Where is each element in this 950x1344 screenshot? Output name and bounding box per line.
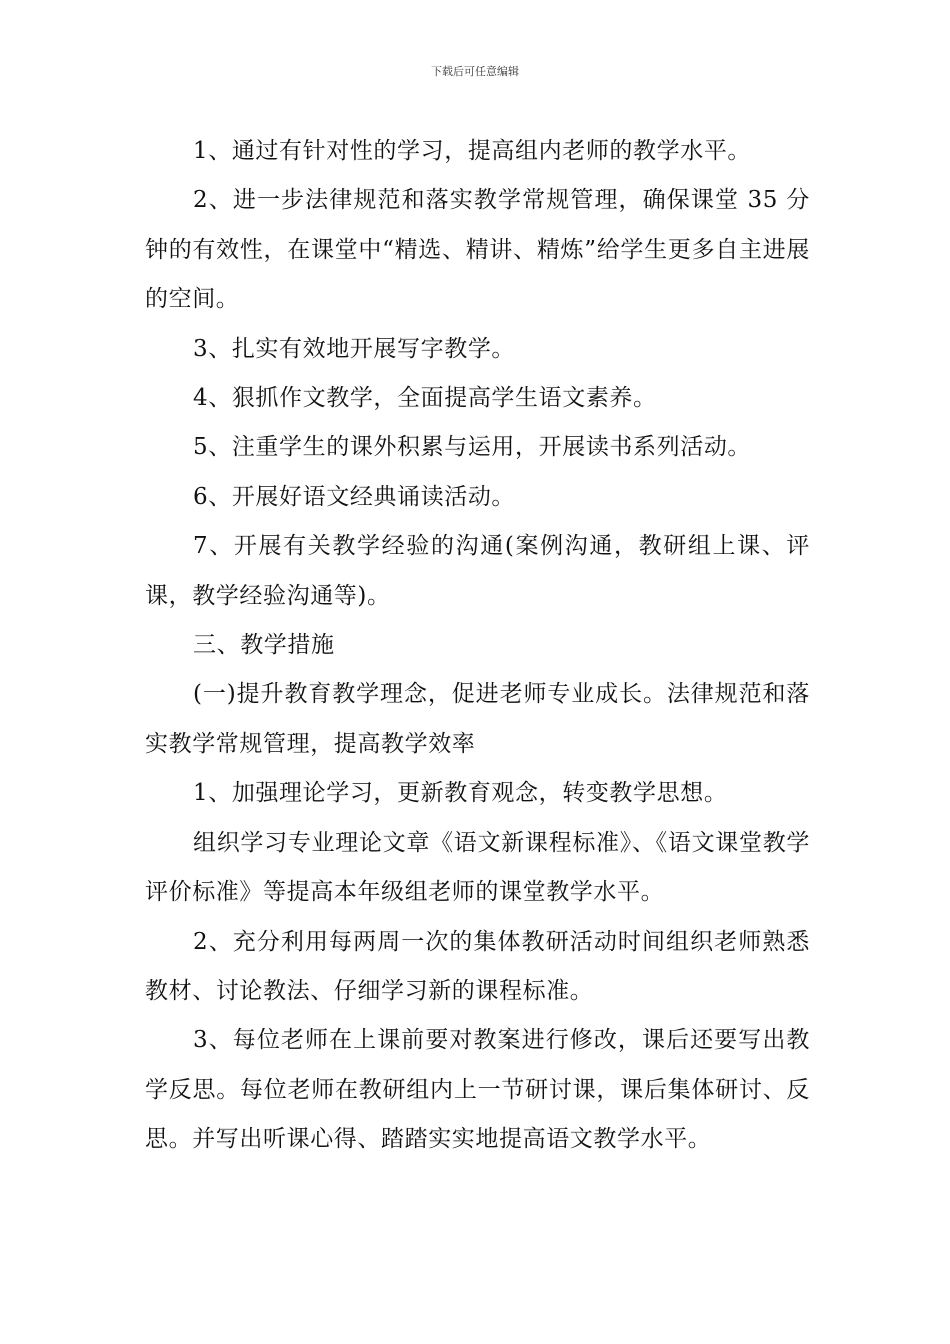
document-body — [145, 127, 810, 1165]
paragraph-goal-3: 3、扎实有效地开展写字教学。 — [193, 335, 516, 362]
paragraph-measure-3: 3、每位老师在上课前要对教案进行修改，课后还要写出教学反思。每位老师在教研组内上一节研讨课，课后集体研讨、反思。并写出听课心得、踏踏实实地提高语文教学水平。 — [145, 1027, 810, 1153]
paragraph-measure-1: 1、加强理论学习，更新教育观念，转变教学思想。 — [193, 780, 728, 807]
paragraph-goal-2: 2、进一步法律规范和落实教学常规管理，确保课堂 35 分钟的有效性，在课堂中“精选、精讲、精炼”给学生更多自主进展的空间。 — [145, 187, 810, 313]
paragraph-measure-1-detail: 组织学习专业理论文章《语文新课程标准》、《语文课堂教学评价标准》等提高本年级组老师的课堂教学水平。 — [145, 829, 810, 906]
paragraph-measure-2: 2、充分利用每两周一次的集体教研活动时间组织老师熟悉教材、讨论教法、仔细学习新的课程标准。 — [145, 928, 810, 1004]
paragraph-goal-4: 4、狠抓作文教学，全面提高学生语文素养。 — [193, 385, 657, 412]
paragraph-goal-5: 5、注重学生的课外积累与运用，开展读书系列活动。 — [193, 434, 752, 461]
paragraph-goal-7: 7、开展有关教学经验的沟通(案例沟通，教研组上课、评课，教学经验沟通等)。 — [145, 533, 810, 609]
subsection-heading-1: (一)提升教育教学理念，促进老师专业成长。法律规范和落实教学常规管理，提高教学效率 — [145, 681, 810, 757]
section-heading-measures: 三、教学措施 — [193, 632, 335, 659]
paragraph-goal-6: 6、开展好语文经典诵读活动。 — [193, 483, 516, 510]
paragraph-goal-1: 1、通过有针对性的学习，提高组内老师的教学水平。 — [193, 138, 752, 164]
page-header: 下载后可任意编辑 — [431, 65, 519, 78]
